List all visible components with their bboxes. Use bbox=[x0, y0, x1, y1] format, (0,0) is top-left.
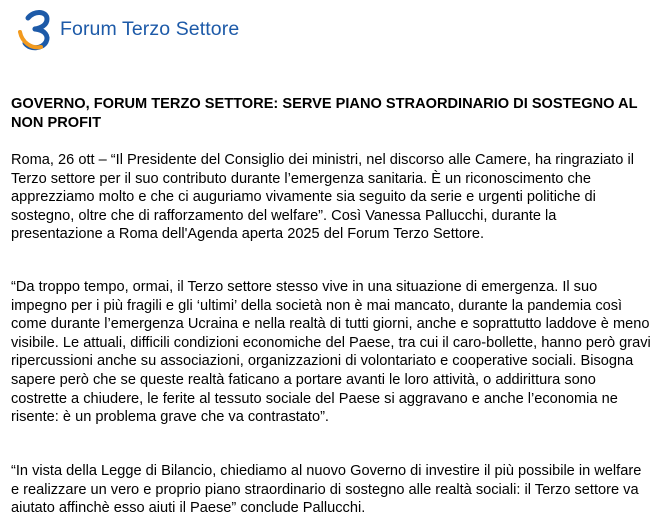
article-title: GOVERNO, FORUM TERZO SETTORE: SERVE PIANO STRAORDINARIO DI SOSTEGNO AL NON PROFIT bbox=[11, 96, 638, 131]
article-paragraph-3: “In vista della Legge di Bilancio, chiediamo al nuovo Governo di investire il più possibile in welfare e realizzare un vero e proprio piano straordinario di sostegno alle realtà sociali: il Terzo settore va aiutato affinchè esso aiuti il Paese” conclude Pallucchi. bbox=[11, 463, 642, 517]
forum-logo-icon bbox=[16, 5, 56, 53]
brand-name: Forum Terzo Settore bbox=[60, 17, 240, 40]
article-paragraph-1: Roma, 26 ott – “Il Presidente del Consiglio dei ministri, nel discorso alle Camere, ha ringraziato il Terzo settore per il suo contributo durante l’emergenza sanitaria. È un riconoscimento che apprezziamo molto e che ci auguriamo vivamente sia seguito da serie e urgenti politiche di sostegno, oltre che di rafforzamento del welfare”. Così Vanessa Pallucchi, durante la presentazione a Roma dell'Agenda aperta 2025 del Forum Terzo Settore. bbox=[11, 152, 634, 243]
header bbox=[16, 0, 239, 56]
article-paragraph-2: “Da troppo tempo, ormai, il Terzo settore stesso vive in una situazione di emergenza. Il suo impegno per i più fragili e gli ‘ultimi’ della società non è mai mancato, durante la pandemia così come durante l’emergenza Ucraina e nella realtà di tutti giorni, anche e soprattutto laddove è meno visibile. Le attuali, difficili condizioni economiche del Paese, tra cui il caro-bollette, hanno però gravi ripercussioni anche su associazioni, organizzazioni di volontariato e cooperative sociali. Bisogna sapere però che se queste realtà faticano a portare avanti le loro attività, o addirittura sono costrette a chiudere, le ferite al tessuto sociale del Paese si aggravano e anche l’economia ne risente: è un problema grave che va contrastato”. bbox=[11, 279, 651, 426]
